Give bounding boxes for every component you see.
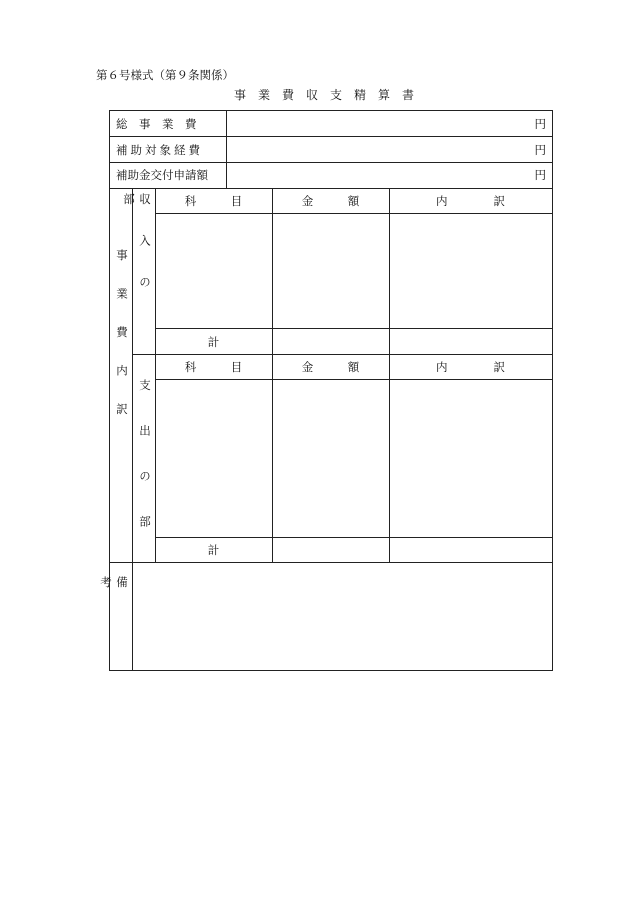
col-divider	[272, 188, 273, 562]
row-divider	[155, 328, 552, 329]
eligible-cost-label: 補助対象経費	[116, 143, 203, 157]
row-divider	[155, 379, 552, 380]
expense-item-header: 科 目	[184, 360, 243, 374]
eligible-cost-unit: 円	[534, 143, 546, 157]
row-divider	[110, 562, 552, 563]
total-cost-unit: 円	[534, 117, 546, 131]
row-divider	[132, 354, 552, 355]
income-item-header: 科 目	[184, 194, 243, 208]
col-divider	[132, 188, 133, 670]
row-divider	[155, 537, 552, 538]
col-divider	[389, 188, 390, 562]
col-divider	[226, 111, 227, 188]
row-divider	[110, 136, 552, 137]
form-number: 第６号様式（第９条関係）	[96, 68, 234, 82]
remarks-label: 備考	[99, 576, 129, 644]
subsidy-request-unit: 円	[534, 168, 546, 182]
expense-detail-header: 内 訳	[436, 360, 505, 374]
settlement-form	[99, 110, 553, 671]
total-cost-label: 総 事 業 費	[116, 117, 197, 131]
income-amount-header: 金 額	[301, 194, 360, 208]
income-detail-header: 内 訳	[436, 194, 505, 208]
income-total-label: 計	[207, 335, 220, 349]
row-divider	[155, 213, 552, 214]
expense-section-label: 支出の部	[138, 379, 152, 561]
subsidy-request-label: 補助金交付申請額	[116, 168, 208, 182]
col-divider	[155, 188, 156, 562]
expense-total-label: 計	[207, 543, 220, 557]
row-divider	[110, 188, 552, 189]
document-title: 事業費収支精算書	[233, 88, 426, 102]
expense-amount-header: 金 額	[301, 360, 360, 374]
breakdown-section-label: 事業費内訳	[115, 249, 129, 442]
income-section-label: 収入の部	[122, 193, 152, 318]
row-divider	[110, 162, 552, 163]
